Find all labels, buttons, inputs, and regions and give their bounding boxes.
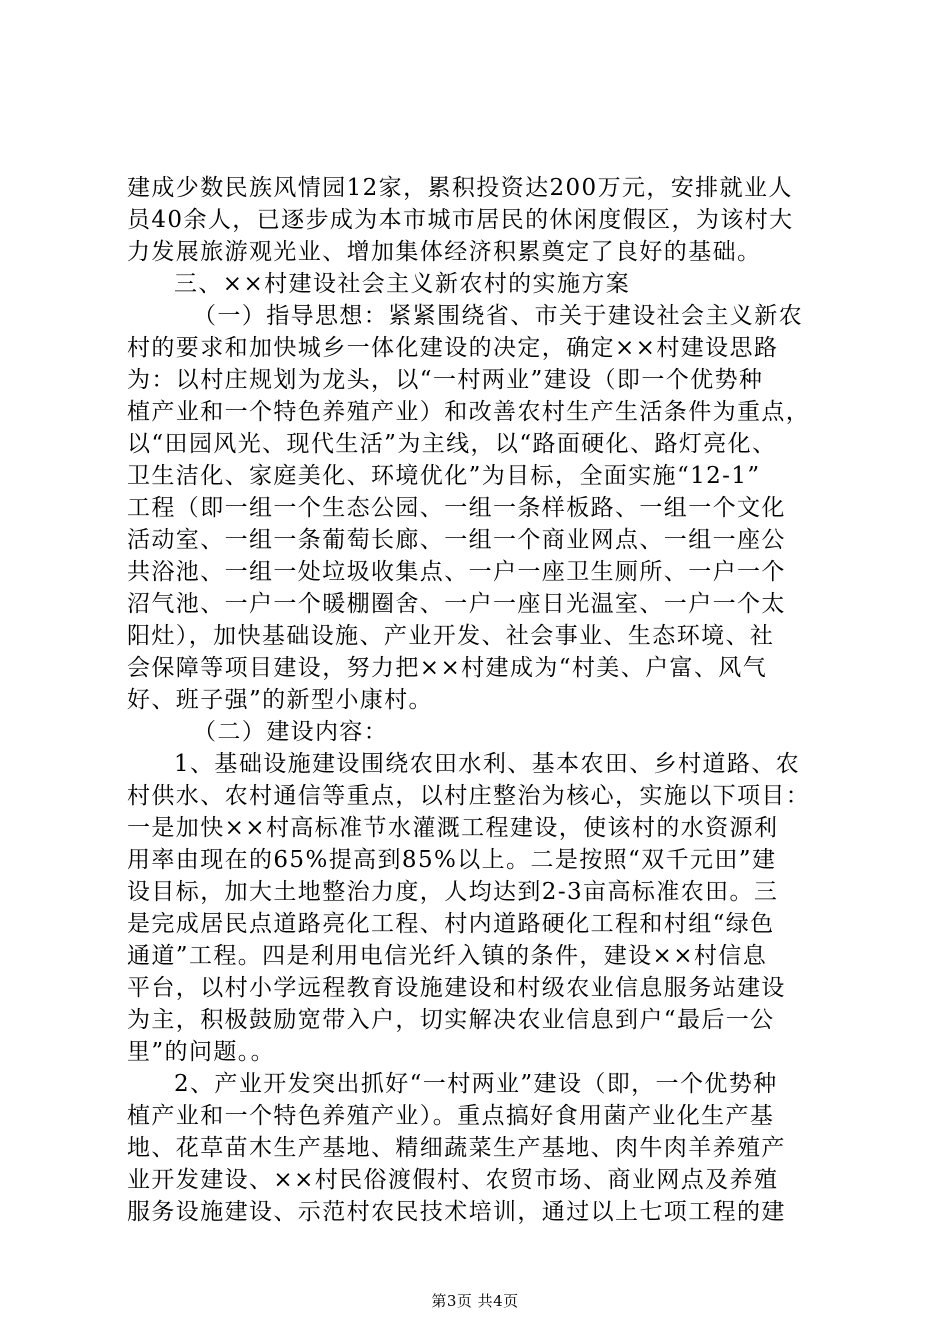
text-line: 建成少数民族风情园12家，累积投资达200万元，安排就业人	[127, 175, 793, 201]
subsection-heading: （二）建设内容：	[193, 719, 389, 745]
text-line: 为主，积极鼓励宽带入户，切实解决农业信息到户“最后一公	[127, 1007, 775, 1033]
text-line: 工程（即一组一个生态公园、一组一条样板路、一组一个文化	[127, 495, 786, 521]
text-line: 力发展旅游观光业、增加集体经济积累奠定了良好的基础。	[127, 239, 762, 265]
text-line: 平台，以村小学远程教育设施建设和村级农业信息服务站建设	[127, 975, 786, 1001]
text-line: 会保障等项目建设，努力把××村建成为“村美、户富、风气	[127, 655, 768, 681]
text-line: 好、班子强”的新型小康村。	[127, 687, 433, 713]
text-line: 植产业和一个特色养殖产业）。重点搞好食用菌产业化生产基	[127, 1103, 775, 1129]
text-line: 植产业和一个特色养殖产业）和改善农村生产生活条件为重点，	[127, 399, 811, 425]
text-line: 通道”工程。四是利用电信光纤入镇的条件，建设××村信息	[127, 943, 768, 969]
text-line: 为：以村庄规划为龙头，以“一村两业”建设（即一个优势种	[127, 367, 764, 393]
text-line: 地、花草苗木生产基地、精细蔬菜生产基地、肉牛肉羊养殖产	[127, 1135, 786, 1161]
text-line: 是完成居民点道路亮化工程、村内道路硬化工程和村组“绿色	[127, 911, 775, 937]
text-line: 活动室、一组一条葡萄长廊、一组一个商业网点、一组一座公	[127, 527, 786, 553]
text-line: 村供水、农村通信等重点，以村庄整治为核心，实施以下项目：	[127, 783, 811, 809]
text-line: 业开发建设、××村民俗渡假村、农贸市场、商业网点及养殖	[127, 1167, 779, 1193]
text-line: 以“田园风光、现代生活”为主线，以“路面硬化、路灯亮化、	[127, 431, 777, 457]
text-line: 阳灶），加快基础设施、产业开发、社会事业、生态环境、社	[127, 623, 775, 649]
text-line: 用率由现在的65%提高到85%以上。二是按照“双千元田”建	[127, 847, 777, 873]
text-line: 一是加快××村高标准节水灌溉工程建设，使该村的水资源利	[127, 815, 779, 841]
text-line: 沼气池、一户一个暖棚圈舍、一户一座日光温室、一户一个太	[127, 591, 786, 617]
body-text	[127, 172, 837, 1228]
text-line: 员40余人，已逐步成为本市城市居民的休闲度假区，为该村大	[127, 207, 794, 233]
subsection-heading: （一）指导思想：紧紧围绕省、市关于建设社会主义新农	[193, 303, 803, 329]
page-footer	[0, 1290, 950, 1311]
paragraph-start: 1、基础设施建设围绕农田水利、基本农田、乡村道路、农	[174, 751, 801, 777]
text-line: 卫生洁化、家庭美化、环境优化”为目标，全面实施“12-1”	[127, 463, 761, 489]
text-line: 服务设施建设、示范村农民技术培训，通过以上七项工程的建	[127, 1199, 786, 1225]
text-line: 设目标，加大土地整治力度，人均达到2-3亩高标准农田。三	[127, 879, 779, 905]
paragraph-start: 2、产业开发突出抓好“一村两业”建设（即，一个优势种	[174, 1071, 778, 1097]
page-number-label: 第3页 共4页	[431, 1292, 519, 1310]
text-line: 共浴池、一组一处垃圾收集点、一户一座卫生厕所、一户一个	[127, 559, 786, 585]
section-heading: 三、××村建设社会主义新农村的实施方案	[174, 271, 631, 297]
text-line: 村的要求和加快城乡一体化建设的决定，确定××村建设思路	[127, 335, 779, 361]
text-line: 里”的问题。。	[127, 1039, 276, 1065]
